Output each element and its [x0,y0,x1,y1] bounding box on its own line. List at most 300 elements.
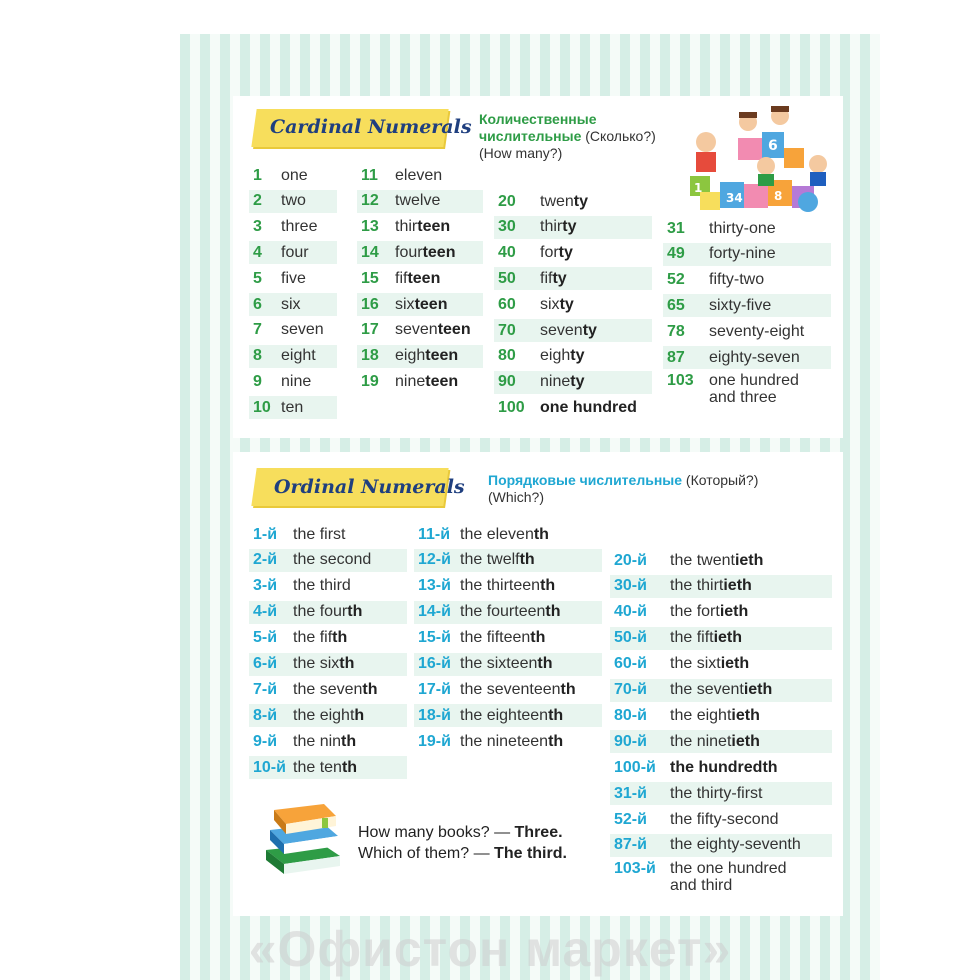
word-part: nine [540,373,571,391]
books-icon [262,800,344,880]
word-part: the eighteen [460,706,549,724]
word-part: fif [540,269,553,287]
ordinal-number: 100-й [614,758,656,776]
word-part: nine [395,372,426,390]
word-part: the eight [293,706,355,724]
word-part: the fifty-second [670,810,779,828]
cardinal-word [540,270,567,288]
cardinal-row [663,243,831,266]
word-part: eighty-seven [709,348,800,366]
ordinal-number: 30-й [614,577,647,595]
ordinal-number: 90-й [614,732,647,750]
word-suffix: the hundredth [670,758,778,776]
ordinal-row [414,678,602,701]
cardinal-row [357,293,483,316]
cardinal-number: 17 [361,321,379,339]
cardinal-number: 80 [498,347,516,365]
cardinal-number: 70 [498,321,516,339]
cardinal-number: 5 [253,269,262,287]
cardinal-number: 1 [253,166,262,184]
ordinal-number: 16-й [418,655,451,672]
cardinal-word [281,399,303,417]
cardinal-number: 90 [498,373,516,391]
cardinal-number: 103 [667,371,694,389]
ordinal-word [670,836,801,854]
word-suffix: ty [552,269,567,287]
cardinal-row [494,345,652,368]
ordinal-row [414,601,602,624]
ordinal-number: 3-й [253,577,278,595]
ordinal-number: 15-й [418,629,451,647]
cardinal-word [395,192,440,210]
cardinal-word [709,297,771,315]
word-part: the sevent [670,681,744,698]
cardinal-row [494,371,652,394]
cardinal-row [357,241,483,264]
ordinal-number: 6-й [253,655,278,672]
word-part: the twelf [460,551,520,569]
ordinal-row [249,627,407,650]
cardinal-row [663,346,831,369]
word-part: the fort [670,603,720,621]
ordinal-row [249,756,407,779]
word-part: eleven [395,166,443,184]
ordinal-word [670,785,762,803]
ordinal-row [610,860,832,900]
word-part: five [281,269,306,287]
kids-blocks-illustration [680,102,830,214]
ordinal-row [610,756,832,779]
word-part: seven [540,321,583,339]
word-part: nine [281,372,312,390]
cardinal-row [494,216,652,239]
cardinal-row [663,320,831,343]
ordinal-word [293,629,347,647]
ordinal-ru-question: (Который?) [685,472,759,488]
cardinal-number: 78 [667,322,685,340]
cardinal-ru-line2: числительные [479,128,582,144]
word-part: six [540,295,560,313]
word-part: three [281,218,318,236]
cardinal-number: 2 [253,192,262,210]
word-suffix: th [347,603,363,621]
word-part: the nin [293,732,342,750]
ordinal-number: 17-й [418,680,451,698]
cardinal-number: 7 [253,321,262,339]
word-part: the one hundred [670,859,787,877]
cardinal-word [395,244,455,262]
cardinal-word [281,192,306,210]
word-part: the sixteen [460,655,538,672]
word-part: eigh [395,347,426,365]
cardinal-row [249,241,337,264]
ordinal-row [610,549,832,572]
word-part: the first [293,525,346,543]
word-part: the ninet [670,732,732,750]
cardinal-number: 6 [253,295,262,313]
ordinal-row [610,730,832,753]
cardinal-number: 13 [361,218,379,236]
cardinal-word [395,321,471,339]
cardinal-number: 60 [498,295,516,313]
word-part: seventy-eight [709,322,805,340]
word-suffix: ty [559,295,574,313]
ordinal-word [293,733,356,751]
word-part: seven [395,321,438,339]
cardinal-word [281,218,317,236]
word-part-2: and third [670,876,733,894]
ordinal-row [414,627,602,650]
word-part: thir [395,218,418,236]
cardinal-word [281,167,308,185]
ordinal-row [249,549,407,572]
word-part: the four [293,603,348,621]
svg-text:8: 8 [774,189,783,203]
ordinal-header [488,472,758,506]
word-part: six [281,295,301,313]
cardinal-word [540,373,584,391]
cardinal-row [663,269,831,292]
ordinal-word [670,759,778,777]
ordinal-en-question: (Which?) [488,489,545,505]
word-part: six [395,295,415,313]
cardinal-number: 10 [253,398,271,416]
ordinal-number: 11-й [418,525,451,543]
word-part: fif [395,269,408,287]
word-suffix: teen [422,243,456,261]
ordinal-number: 87-й [614,836,647,854]
ordinal-number: 103-й [614,859,656,877]
word-suffix: ty [582,321,597,339]
ordinal-word [293,655,354,673]
word-part: four [395,243,423,261]
word-suffix: one hundred [540,398,637,416]
word-suffix: ieth [723,577,752,595]
cardinal-number: 19 [361,372,379,390]
cardinal-row [494,267,652,290]
ordinal-number: 20-й [614,551,647,569]
ordinal-word [293,551,371,569]
ordinal-word [460,707,563,725]
cardinal-word [281,373,311,391]
word-part: ten [281,398,304,416]
ordinal-number: 70-й [614,681,647,698]
ordinal-word [293,681,378,699]
ordinal-ru-title: Порядковые числительные [488,472,683,488]
word-part: the twent [670,551,735,569]
ordinal-row [610,782,832,805]
ordinal-word [293,759,357,777]
ordinal-number: 10-й [253,758,286,776]
ordinal-word [460,526,549,544]
ordinal-number: 4-й [253,603,278,621]
cardinal-word [540,244,573,262]
word-part: the fourteen [460,603,546,621]
word-part: forty-nine [709,245,776,263]
ordinal-number: 52-й [614,810,647,828]
ordinal-number: 80-й [614,706,647,724]
word-suffix: h [354,706,365,724]
ordinal-number: 18-й [418,706,451,724]
cardinal-row [494,190,652,213]
cardinal-number: 30 [498,218,516,236]
cardinal-row [249,216,337,239]
word-part: the eight [670,706,732,724]
word-suffix: ieth [713,629,743,647]
cardinal-word [395,167,442,185]
ordinal-number: 1-й [253,525,278,543]
word-part: the ten [293,758,342,776]
word-suffix: th [341,758,358,776]
cardinal-number: 9 [253,372,262,390]
cardinal-row [357,190,483,213]
word-part: the seventeen [460,680,561,698]
cardinal-number: 52 [667,271,685,289]
ordinal-word [670,629,742,647]
cardinal-number: 4 [253,243,262,261]
word-part: the thirteen [460,577,541,595]
footer-question-2: Which of them? — [358,845,495,862]
ordinal-word [670,552,763,570]
word-part: the thirt [670,577,724,595]
cardinal-row [249,345,337,368]
footer-question-1: How many books? — [358,824,515,841]
svg-text:6: 6 [768,138,778,154]
word-suffix: ty [570,347,585,365]
ordinal-word [460,733,563,751]
cardinal-header [479,111,656,162]
cardinal-number: 65 [667,296,685,314]
cardinal-row [249,267,337,290]
ordinal-row [610,575,832,598]
word-part: thirty-one [709,219,776,237]
word-part: the sixt [670,655,721,673]
ordinal-word [293,707,364,725]
cardinal-number: 40 [498,244,516,262]
word-suffix: teen [417,218,451,236]
word-suffix: teen [425,347,459,365]
cardinal-row [663,217,831,240]
ordinal-title: Ordinal Numerals [274,476,465,498]
cardinal-word [281,347,316,365]
ordinal-row [610,601,832,624]
ordinal-row [610,808,832,831]
ordinal-word [670,811,779,829]
word-suffix: th [530,629,546,647]
word-part: the thirty-first [670,784,763,802]
ordinal-row [414,704,602,727]
word-suffix: teen [407,269,441,287]
word-part: the six [293,655,340,672]
cardinal-word [395,218,450,236]
footer-answer-1: Three. [514,824,563,841]
word-suffix: ty [562,218,577,236]
word-part: the fift [670,629,714,647]
ordinal-row [249,704,407,727]
word-suffix: th [339,655,355,672]
cardinal-number: 100 [498,398,525,416]
cardinal-number: 31 [667,219,685,237]
cardinal-word [540,193,588,211]
cardinal-word [281,296,301,314]
cardinal-row [249,293,337,316]
ordinal-row [610,627,832,650]
word-part: four [281,243,309,261]
ordinal-number: 8-й [253,706,278,724]
cardinal-word [395,347,458,365]
cardinal-word [281,244,309,262]
word-part: one [281,166,308,184]
ordinal-row [249,730,407,753]
ordinal-word [670,860,787,894]
cardinal-title: Cardinal Numerals [270,116,472,138]
cardinal-number: 8 [253,347,262,365]
ordinal-word [293,577,351,595]
word-part: two [281,192,306,210]
cardinal-word [281,270,306,288]
ordinal-number: 12-й [418,551,451,569]
cardinal-number: 15 [361,269,379,287]
watermark: «Офистон маркет» [248,921,732,977]
ordinal-word [670,733,760,751]
ordinal-row [414,730,602,753]
cardinal-word [709,323,804,341]
cardinal-number: 3 [253,218,262,236]
word-suffix: teen [437,321,471,339]
ordinal-number: 19-й [418,732,451,750]
word-suffix: th [540,577,556,595]
word-part: the eleven [460,525,534,543]
cardinal-en-question: (How many?) [479,145,563,161]
cardinal-number: 14 [361,243,379,261]
ordinal-word [460,551,535,569]
cardinal-row [663,372,831,412]
cardinal-word [281,321,324,339]
word-part: eigh [540,347,571,365]
word-suffix: ieth [734,551,764,569]
word-suffix: th [362,680,378,698]
ordinal-word [670,655,749,673]
cardinal-number: 49 [667,245,685,263]
cardinal-word [709,271,764,289]
word-part: one hundred [709,371,799,389]
word-part: for [540,244,559,262]
word-suffix: th [545,603,561,621]
word-part: twen [540,192,574,210]
ordinal-row [610,704,832,727]
ordinal-row [414,575,602,598]
word-part: eight [281,347,316,365]
ordinal-number: 60-й [614,655,647,673]
ordinal-row [610,834,832,857]
svg-text:34: 34 [726,191,743,205]
ordinal-word [460,629,545,647]
ordinal-number: 13-й [418,577,451,595]
ordinal-word [460,655,553,673]
cardinal-word [540,399,637,417]
ordinal-row [414,523,602,546]
svg-text:1: 1 [694,181,703,195]
word-part: the seven [293,680,363,698]
word-part-2: and three [709,388,777,406]
cardinal-row [357,370,483,393]
word-suffix: th [560,680,576,698]
word-suffix: th [519,551,535,569]
ordinal-word [293,526,345,544]
word-suffix: ieth [731,706,760,724]
cardinal-number: 12 [361,192,379,210]
cardinal-word [540,218,576,236]
ordinal-row [249,678,407,701]
cardinal-number: 50 [498,269,516,287]
cardinal-row [249,190,337,213]
ordinal-word [460,603,561,621]
cardinal-row [249,370,337,393]
cardinal-word [395,373,458,391]
word-part: the second [293,551,372,569]
word-part: twelve [395,192,441,210]
cardinal-row [357,216,483,239]
cardinal-row [249,396,337,419]
cardinal-row [249,164,337,187]
word-suffix: ieth [719,603,749,621]
cardinal-row [663,294,831,317]
ordinal-number: 9-й [253,732,278,750]
ordinal-word [460,577,555,595]
ordinal-number: 2-й [253,551,278,569]
cardinal-row [494,396,652,419]
cardinal-number: 16 [361,295,379,313]
cardinal-row [357,267,483,290]
word-suffix: th [548,732,564,750]
ordinal-row [414,549,602,572]
cardinal-number: 87 [667,348,685,366]
word-part: the nineteen [460,732,549,750]
cardinal-word [709,245,776,263]
ordinal-row [249,601,407,624]
word-part: thir [540,218,563,236]
footer-dialogue [358,822,567,864]
word-part: seven [281,321,324,339]
ordinal-number: 50-й [614,629,647,647]
footer-answer-2: The third. [494,845,567,862]
ordinal-row [249,523,407,546]
ordinal-number: 5-й [253,629,278,647]
cardinal-number: 20 [498,192,516,210]
word-part: fifty-two [709,271,765,289]
ordinal-number: 31-й [614,784,647,802]
cardinal-row [494,319,652,342]
cardinal-number: 18 [361,347,379,365]
word-suffix: ty [570,373,585,391]
cardinal-number: 11 [361,166,378,184]
cardinal-row [494,242,652,265]
word-part: the eighty-seventh [670,836,801,854]
cardinal-row [494,293,652,316]
cardinal-row [357,164,483,187]
word-suffix: th [533,525,549,543]
word-suffix: teen [414,295,448,313]
cardinal-row [249,319,337,342]
cardinal-ru-question: (Сколько?) [585,128,656,144]
cardinal-word [709,372,799,406]
word-suffix: ieth [720,655,750,673]
cardinal-word [395,270,440,288]
ordinal-word [293,603,362,621]
word-suffix: th [341,732,357,750]
word-part: sixty-five [709,296,772,314]
ordinal-row [610,653,832,676]
